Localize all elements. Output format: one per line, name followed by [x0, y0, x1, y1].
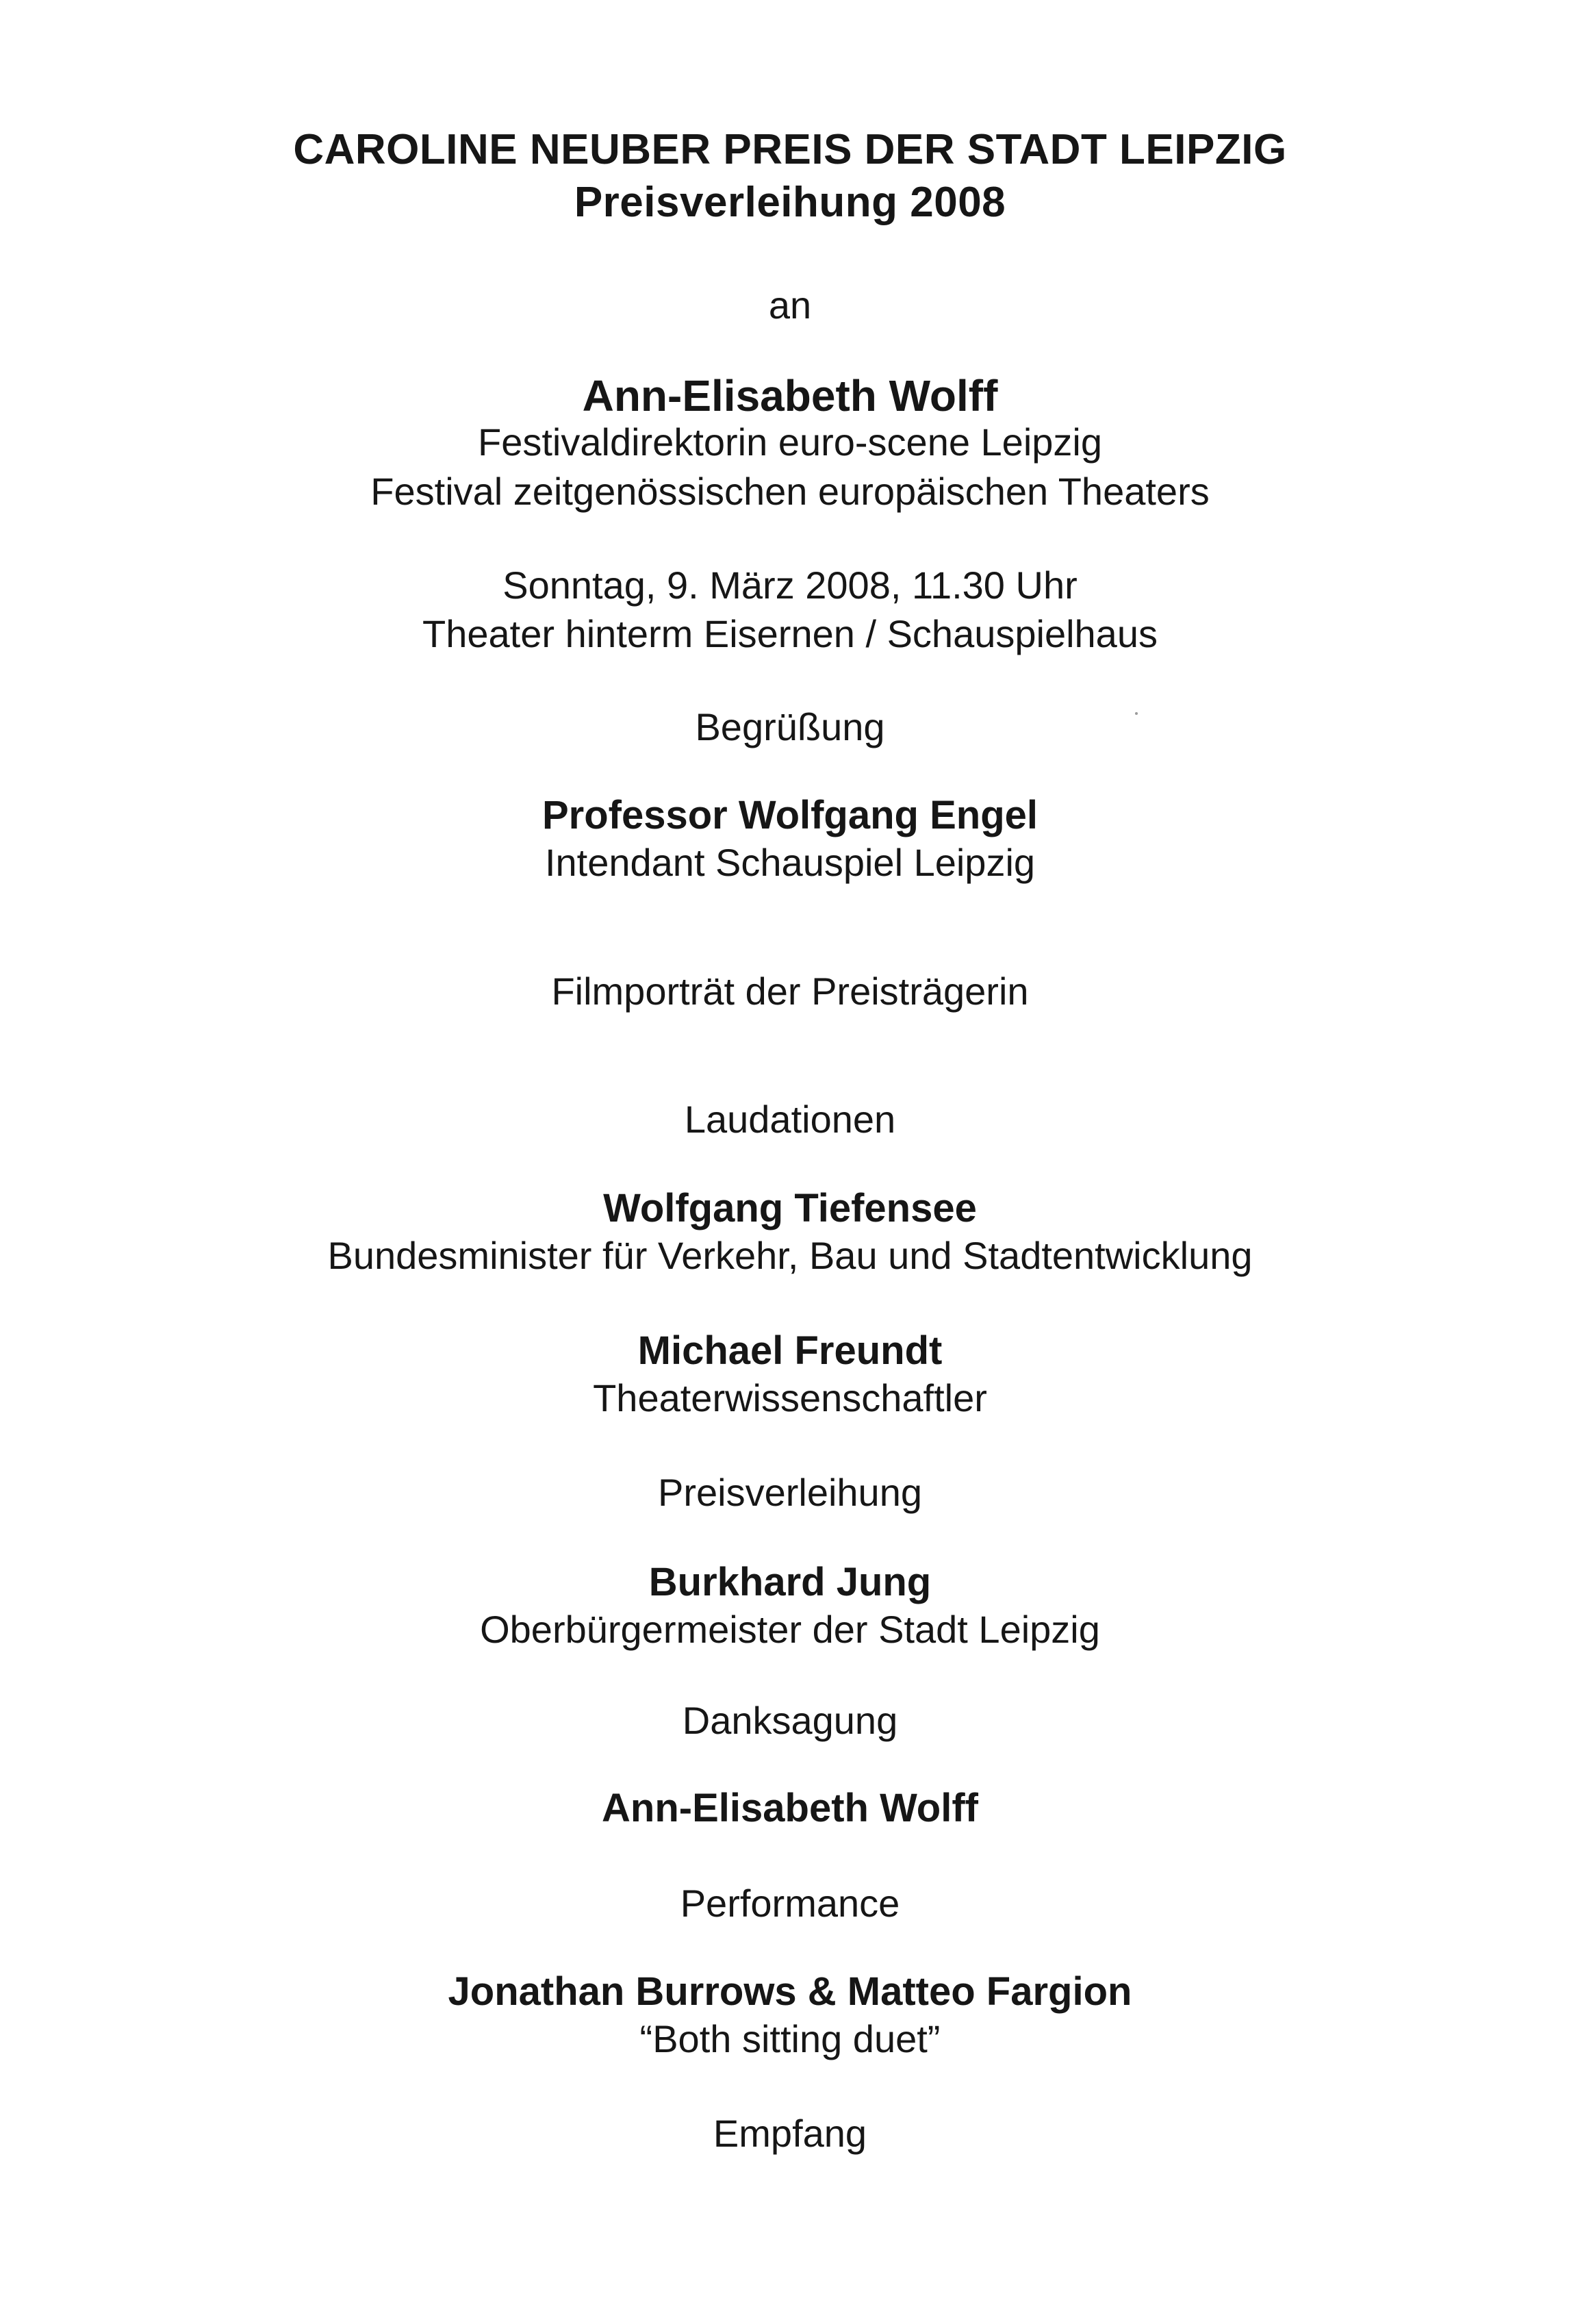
laudation-speaker-2: Michael Freundt	[637, 1328, 943, 1373]
reception-label: Empfang	[713, 2112, 867, 2155]
laudation-speaker-2-role: Theaterwissenschaftler	[593, 1376, 987, 1419]
thanks-label: Danksagung	[682, 1699, 898, 1742]
welcome-label: Begrüßung	[695, 705, 885, 748]
scan-speck	[1135, 712, 1138, 715]
award-speaker-role: Oberbürgermeister der Stadt Leipzig	[480, 1608, 1100, 1651]
laudation-speaker-1: Wolfgang Tiefensee	[603, 1186, 977, 1230]
event-date: Sonntag, 9. März 2008, 11.30 Uhr	[502, 564, 1078, 607]
document-title: CAROLINE NEUBER PREIS DER STADT LEIPZIG	[293, 126, 1287, 173]
laudations-label: Laudationen	[684, 1098, 896, 1141]
recipient-role: Festivaldirektorin euro-scene Leipzig	[478, 420, 1102, 464]
performance-label: Performance	[680, 1882, 900, 1925]
film-label: Filmporträt der Preisträgerin	[551, 970, 1029, 1013]
document-subtitle: Preisverleihung 2008	[574, 179, 1006, 226]
recipient-name: Ann-Elisabeth Wolff	[582, 371, 998, 420]
award-label: Preisverleihung	[658, 1471, 922, 1514]
event-venue: Theater hinterm Eisernen / Schauspielhaus	[422, 612, 1158, 655]
recipient-festival: Festival zeitgenössischen europäischen Theaters	[370, 470, 1210, 513]
performance-piece: “Both sitting duet”	[639, 2017, 941, 2060]
laudation-speaker-1-role: Bundesminister für Verkehr, Bau und Stadtentwicklung	[327, 1234, 1253, 1277]
welcome-speaker: Professor Wolfgang Engel	[541, 793, 1038, 837]
welcome-speaker-role: Intendant Schauspiel Leipzig	[544, 841, 1036, 884]
award-speaker: Burkhard Jung	[648, 1560, 932, 1604]
performance-performers: Jonathan Burrows & Matteo Fargion	[448, 1969, 1132, 2014]
recipient-intro: an	[768, 283, 812, 327]
thanks-speaker: Ann-Elisabeth Wolff	[602, 1786, 978, 1830]
